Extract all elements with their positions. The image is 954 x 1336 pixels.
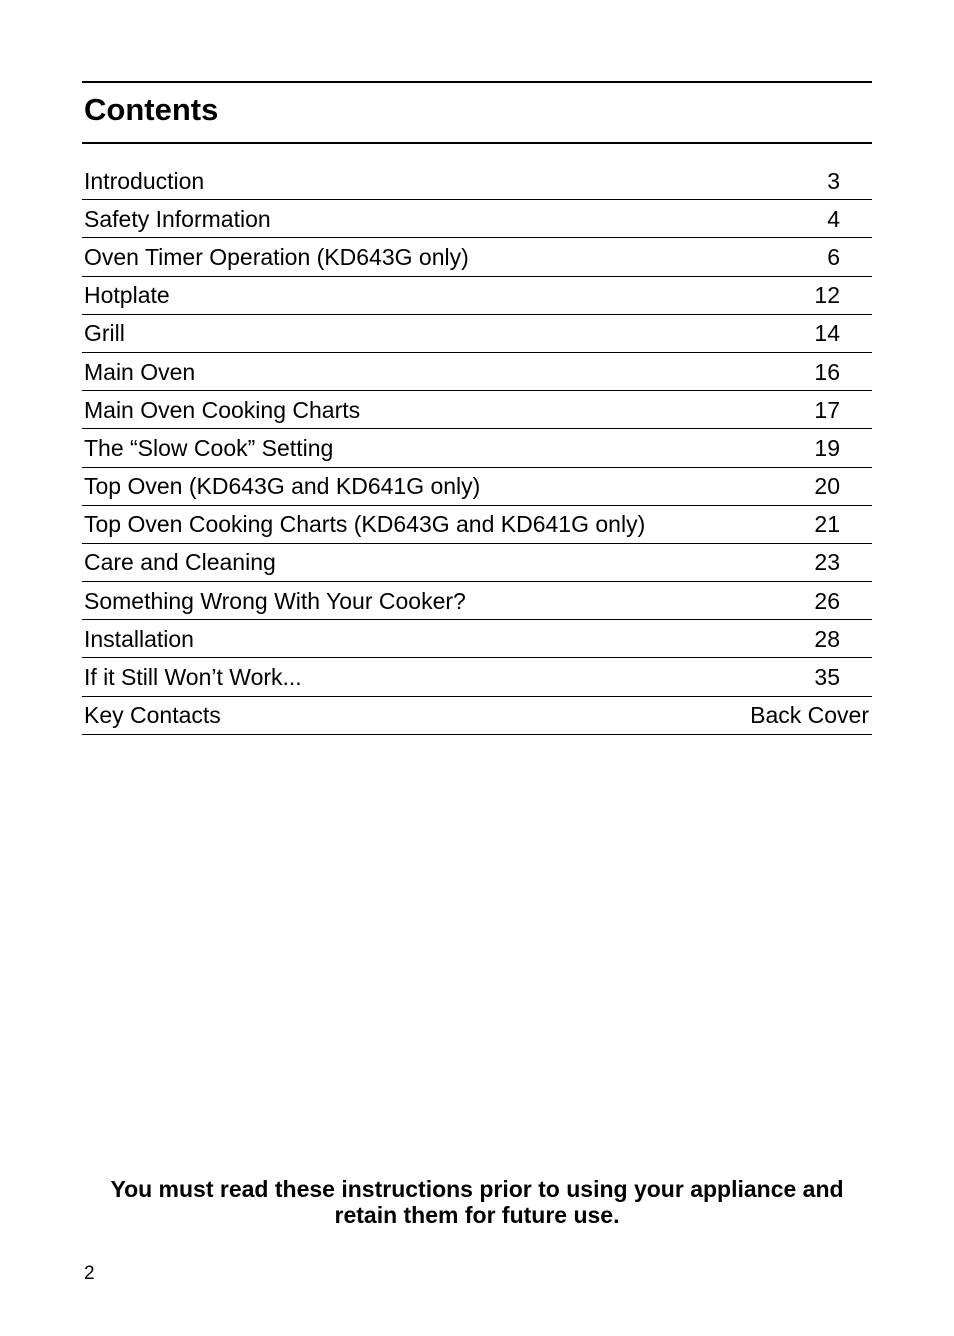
toc-row-top-oven[interactable] bbox=[82, 468, 872, 506]
toc-entry-label: Safety Information bbox=[84, 205, 271, 232]
toc-entry-page: 19 bbox=[814, 434, 840, 461]
toc-entry-label: If it Still Won’t Work... bbox=[84, 664, 302, 691]
toc-entry-label: The “Slow Cook” Setting bbox=[84, 434, 334, 461]
toc-entry-label: Something Wrong With Your Cooker? bbox=[84, 587, 466, 614]
page-number: 2 bbox=[84, 1263, 95, 1284]
toc-entry-label: Installation bbox=[84, 625, 194, 652]
toc-entry-page: Back Cover bbox=[750, 702, 869, 729]
toc-row-key-contacts[interactable] bbox=[82, 697, 872, 735]
toc-row-if-it-still-wont-work[interactable] bbox=[82, 658, 872, 696]
toc-entry-page: 26 bbox=[814, 587, 840, 614]
toc-entry-page: 28 bbox=[814, 625, 840, 652]
toc-entry-page: 20 bbox=[814, 473, 840, 500]
top-rule bbox=[82, 81, 872, 83]
toc-entry-label: Care and Cleaning bbox=[84, 549, 276, 576]
toc-row-care-and-cleaning[interactable] bbox=[82, 544, 872, 582]
toc-row-top-oven-cooking-charts[interactable] bbox=[82, 506, 872, 544]
toc-entry-page: 16 bbox=[814, 358, 840, 385]
toc-row-safety-information[interactable] bbox=[82, 200, 872, 238]
toc-row-slow-cook-setting[interactable] bbox=[82, 429, 872, 467]
toc-entry-page: 35 bbox=[814, 664, 840, 691]
toc-row-main-oven-cooking-charts[interactable] bbox=[82, 391, 872, 429]
toc-entry-page: 17 bbox=[814, 396, 840, 423]
toc-row-something-wrong[interactable] bbox=[82, 582, 872, 620]
notice-line-2: retain them for future use. bbox=[334, 1202, 620, 1228]
toc-entry-label: Top Oven Cooking Charts (KD643G and KD641G only) bbox=[84, 511, 646, 538]
toc-entry-label: Key Contacts bbox=[84, 702, 221, 729]
toc-row-installation[interactable] bbox=[82, 620, 872, 658]
page-title: Contents bbox=[84, 92, 219, 127]
toc-entry-page: 6 bbox=[827, 243, 840, 270]
toc-entry-label: Grill bbox=[84, 320, 125, 347]
toc-row-hotplate[interactable] bbox=[82, 277, 872, 315]
toc-entry-label: Main Oven Cooking Charts bbox=[84, 396, 361, 423]
toc-entry-label: Introduction bbox=[84, 167, 205, 194]
toc-row-main-oven[interactable] bbox=[82, 353, 872, 391]
read-instructions-notice bbox=[82, 1176, 872, 1228]
toc-entry-page: 12 bbox=[814, 282, 840, 309]
toc-row-oven-timer-operation[interactable] bbox=[82, 238, 872, 276]
toc-entry-label: Top Oven (KD643G and KD641G only) bbox=[84, 473, 481, 500]
notice-line-1: You must read these instructions prior to using your appliance and bbox=[110, 1176, 844, 1202]
toc-entry-label: Hotplate bbox=[84, 282, 170, 309]
toc-entry-label: Oven Timer Operation (KD643G only) bbox=[84, 243, 469, 270]
toc-entry-page: 4 bbox=[827, 205, 840, 232]
toc-entry-page: 23 bbox=[814, 549, 840, 576]
toc-entry-page: 14 bbox=[814, 320, 840, 347]
title-rule bbox=[82, 142, 872, 144]
toc-entry-label: Main Oven bbox=[84, 358, 196, 385]
table-of-contents bbox=[82, 162, 872, 735]
toc-row-grill[interactable] bbox=[82, 315, 872, 353]
toc-entry-page: 3 bbox=[827, 167, 840, 194]
toc-entry-page: 21 bbox=[814, 511, 840, 538]
toc-row-introduction[interactable] bbox=[82, 162, 872, 200]
